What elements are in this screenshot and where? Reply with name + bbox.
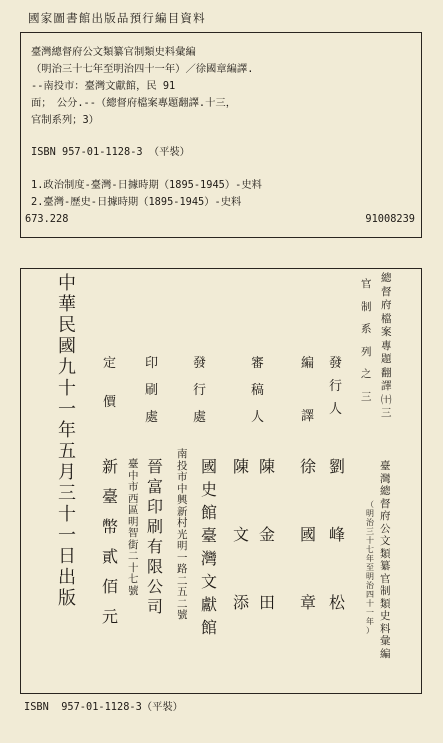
- cip-header: 國家圖書館出版品預行編目資料: [28, 11, 206, 25]
- issuer-label: 發 行 人: [329, 356, 343, 417]
- cip-series-line: 官制系列；3）: [31, 114, 99, 126]
- series-title: 總 督 府 檔 案 專 題 翻 譯 ㈩ 三: [381, 272, 392, 419]
- cip-pages-line: 面； 公分.--（總督府檔案專題翻譯.十三，: [31, 97, 236, 109]
- cip-subtitle-line: （明治三十七年至明治四十一年）／徐國章編譯.: [31, 63, 254, 75]
- printer-name: 晉 富 印 刷 有 限 公 司: [147, 457, 164, 616]
- cip-subject-2: 2.臺灣-歷史-日據時期（1895-1945）-史料: [31, 196, 242, 208]
- reviewer-name-2: 陳 金 田: [259, 457, 276, 612]
- reviewer-name-1: 陳 文 添: [233, 457, 250, 612]
- series-subtitle: 官 制 系 列 之 三: [361, 278, 372, 403]
- cip-publisher-line: --南投市：臺灣文獻館，民 91: [31, 80, 176, 92]
- colophon-box: [20, 268, 422, 694]
- book-title: 臺 灣 總 督 府 公 文 類 纂 官 制 類 史 料 彙 編: [380, 460, 391, 660]
- book-years: （ 明 治 三 十 七 年 至 明 治 四 十 一 年 ）: [366, 500, 374, 635]
- distributor-name: 國 史 館 臺 灣 文 獻 館: [201, 457, 218, 637]
- editor-name: 徐 國 章: [300, 457, 317, 612]
- price-value: 新 臺 幣 貳 佰 元: [102, 457, 119, 626]
- cip-class-number: 673.228: [25, 213, 69, 225]
- footer-isbn: ISBN 957-01-1128-3（平裝）: [24, 701, 183, 713]
- price-label: 定 價: [103, 356, 117, 410]
- reviewer-label: 審 稿 人: [251, 356, 265, 425]
- distributor-label: 發 行 處: [193, 356, 207, 425]
- cip-subject-1: 1.政治制度-臺灣-日據時期（1895-1945）-史料: [31, 179, 262, 191]
- cip-record-number: 91008239: [365, 213, 415, 225]
- publication-date: 中 華 民 國 九 十 一 年 五 月 三 十 一 日 出 版: [58, 273, 76, 609]
- cip-title-line: 臺灣總督府公文類纂官制類史料彙編: [31, 46, 196, 58]
- printer-address: 臺 中 市 西 區 明 智 街 二 十 七 號: [128, 458, 139, 597]
- distributor-address: 南 投 市 中 興 新 村 光 明 一 路 二 五 二 號: [177, 448, 188, 621]
- editor-label: 編 譯: [301, 356, 315, 424]
- issuer-name: 劉 峰 松: [329, 457, 346, 612]
- printer-label: 印 刷 處: [145, 356, 159, 425]
- cip-record-box: [20, 32, 422, 238]
- cip-isbn-line: ISBN 957-01-1128-3 （平裝）: [31, 146, 190, 158]
